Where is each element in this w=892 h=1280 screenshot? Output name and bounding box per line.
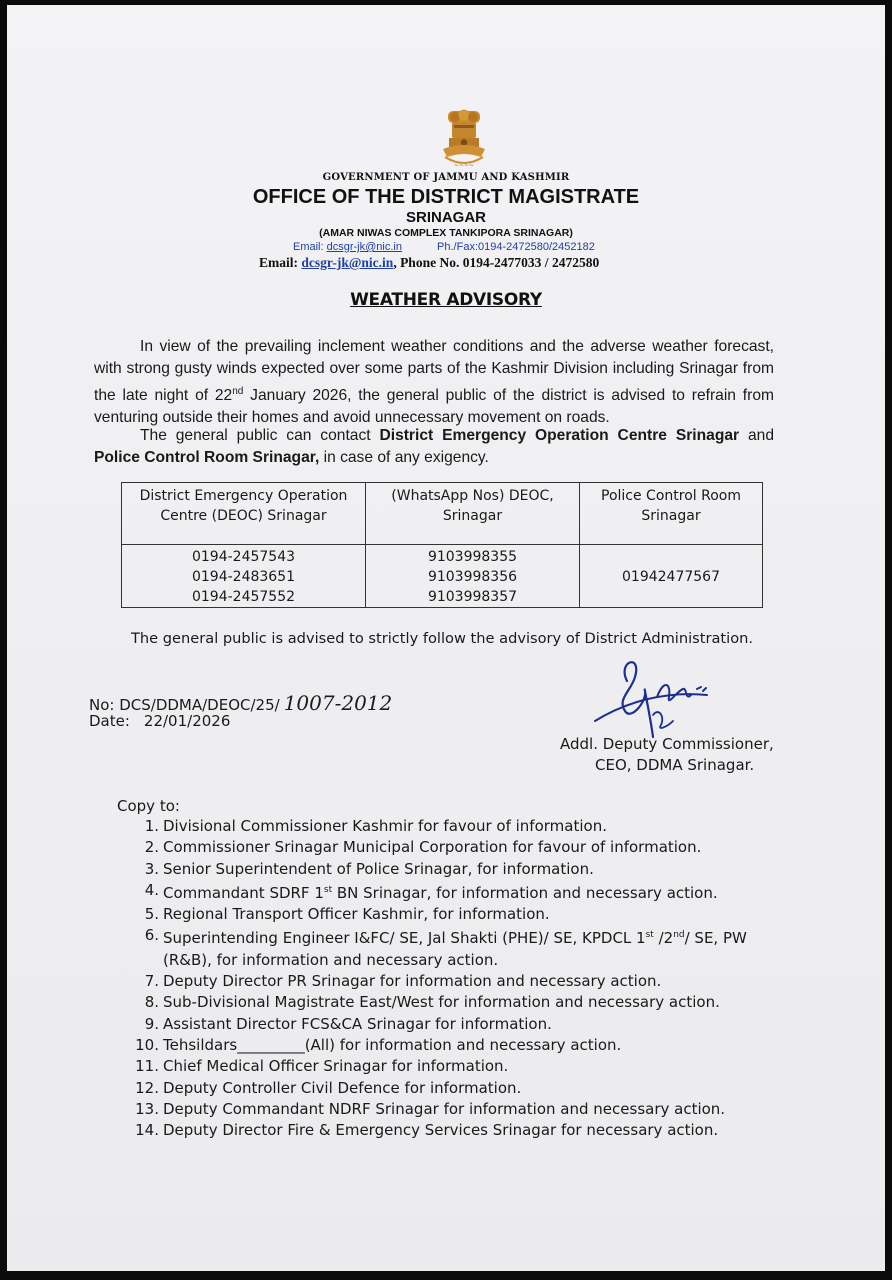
letterhead-government: GOVERNMENT OF JAMMU AND KASHMIR (322, 172, 570, 183)
ordinal-suffix: nd (673, 930, 685, 941)
copy-to-list (131, 816, 771, 1141)
item-text: Deputy Controller Civil Defence for information. (163, 1078, 522, 1097)
phone-number: 0194-2483651 (191, 569, 296, 585)
paragraph-text: and (739, 427, 775, 444)
item-number: 12. (135, 1078, 159, 1097)
reference-label: No: DCS/DDMA/DEOC/25/ (89, 696, 280, 714)
item-number: 7. (144, 972, 159, 991)
letterhead-address: (AMAR NIWAS COMPLEX TANKIPORA SRINAGAR) (319, 227, 573, 239)
list-item (131, 992, 771, 1013)
document-page (7, 5, 885, 1271)
item-number: 5. (144, 905, 159, 924)
svg-text:~~~~: ~~~~ (453, 162, 475, 169)
list-item (131, 816, 771, 837)
item-text: Deputy Director Fire & Emergency Services Srinagar for necessary action. (163, 1121, 719, 1140)
item-text: Divisional Commissioner Kashmir for favour of information. (163, 817, 607, 835)
list-item (131, 1078, 771, 1099)
paragraph-text: In view of the prevailing inclement weather conditions and the adverse weather forecast, with strong gusty winds expected over some parts of the Kashmir Division including Srinagar from the late night of 22 (94, 338, 774, 404)
list-item (131, 837, 771, 858)
item-text: Commissioner Srinagar Municipal Corporation for favour of information. (163, 838, 702, 857)
item-text: Regional Transport Officer Kashmir, for information. (163, 905, 550, 924)
item-text: Assistant Director FCS&CA Srinagar for information. (163, 1014, 552, 1033)
item-text: Chief Medical Officer Srinagar for information. (163, 1057, 509, 1076)
item-number: 2. (144, 838, 159, 857)
letterhead-city: SRINAGAR (405, 209, 486, 226)
item-number: 14. (135, 1121, 159, 1140)
list-item (131, 880, 771, 904)
list-item (131, 925, 771, 971)
document-title: WEATHER ADVISORY (350, 290, 542, 310)
table-header-row (122, 483, 763, 545)
paragraph-text: January 2026, the general public of the district is advised to refrain from venturing outside their homes and avoid unnecessary movement on roads. (94, 387, 774, 427)
table-row (122, 545, 763, 608)
item-text: Deputy Director PR Srinagar for information and necessary action. (163, 972, 662, 991)
handwritten-reference: 1007-2012 (283, 691, 393, 715)
letterhead-office: OFFICE OF THE DISTRICT MAGISTRATE (252, 186, 640, 208)
paragraph-text: The general public can contact (140, 427, 380, 444)
signatory-organisation: CEO, DDMA Srinagar. (595, 756, 755, 774)
phone-number: 9103998356 (427, 569, 518, 585)
table-header-whatsapp: (WhatsApp Nos) DEOC, Srinagar (366, 483, 580, 545)
advisory-instruction: The general public is advised to strictly follow the advisory of District Administration. (131, 630, 754, 647)
item-text: /2 (653, 929, 674, 948)
phone-number: 0194-2457543 (191, 549, 296, 565)
item-text: Superintending Engineer I&FC/ SE, Jal Shakti (PHE)/ SE, KPDCL 1 (163, 929, 646, 948)
phone-number: 9103998357 (427, 589, 518, 605)
list-item (131, 1056, 771, 1077)
police-number-cell: 01942477567 (580, 545, 763, 608)
issue-date (89, 712, 230, 730)
signatory-designation: Addl. Deputy Commissioner, (560, 735, 774, 753)
item-text: Senior Superintendent of Police Srinagar, for information. (163, 859, 594, 878)
copy-to-label: Copy to: (117, 797, 180, 815)
whatsapp-numbers-cell (366, 545, 580, 608)
ordinal-suffix: nd (232, 385, 244, 397)
list-item (131, 904, 771, 925)
table-header-deoc: District Emergency Operation Centre (DEOC) Srinagar (122, 483, 366, 545)
item-text: BN Srinagar, for information and necessary action. (332, 883, 718, 902)
item-number: 3. (144, 859, 159, 878)
item-text: Commandant SDRF 1 (163, 883, 324, 902)
list-item (131, 1035, 771, 1056)
advisory-paragraph-2 (94, 425, 774, 470)
item-number: 1. (144, 817, 159, 835)
ordinal-suffix: st (323, 884, 333, 895)
item-number: 11. (135, 1057, 159, 1076)
list-item (131, 859, 771, 880)
ordinal-suffix: st (645, 930, 654, 941)
item-number: 13. (135, 1099, 159, 1118)
date-value: 22/01/2026 (143, 712, 231, 730)
police-control-room-name: Police Control Room Srinagar, (94, 449, 320, 467)
item-number: 6. (144, 926, 159, 945)
phone-number: , Phone No. 0194-2477033 / 2472580 (393, 255, 600, 270)
email-link[interactable]: dcsgr-jk@nic.in (326, 241, 402, 253)
list-item (131, 1120, 771, 1141)
item-text: / SE, PW (R&B), for information and necessary action. (163, 929, 747, 969)
date-label: Date: (89, 712, 130, 730)
paragraph-text: in case of any exigency. (319, 449, 489, 467)
item-text: Tehsildars_________(All) for information and necessary action. (163, 1035, 622, 1054)
phone-fax: Ph./Fax:0194-2472580/2452182 (437, 241, 595, 253)
item-number: 8. (144, 993, 159, 1012)
deoc-name: District Emergency Operation Centre Srinagar (379, 427, 740, 444)
item-number: 4. (144, 880, 159, 899)
list-item (131, 971, 771, 992)
letterhead-contact-line-1 (293, 241, 595, 253)
national-emblem-icon (435, 109, 493, 171)
phone-number: 0194-2457552 (191, 589, 296, 605)
email-label: Email: (293, 241, 327, 253)
item-number: 10. (135, 1035, 159, 1054)
item-text: Sub-Divisional Magistrate East/West for information and necessary action. (163, 993, 720, 1012)
email-link[interactable]: dcsgr-jk@nic.in (301, 255, 394, 270)
email-label: Email: (259, 255, 302, 270)
advisory-paragraph-1 (94, 336, 774, 430)
list-item (131, 1014, 771, 1035)
phone-number: 9103998355 (427, 549, 518, 565)
table-header-police: Police Control Room Srinagar (580, 483, 763, 545)
list-item (131, 1099, 771, 1120)
item-number: 9. (144, 1014, 159, 1033)
item-text: Deputy Commandant NDRF Srinagar for information and necessary action. (163, 1099, 726, 1118)
deoc-numbers-cell (122, 545, 366, 608)
emergency-contacts-table (121, 482, 763, 608)
letterhead-contact-line-2 (259, 255, 599, 271)
